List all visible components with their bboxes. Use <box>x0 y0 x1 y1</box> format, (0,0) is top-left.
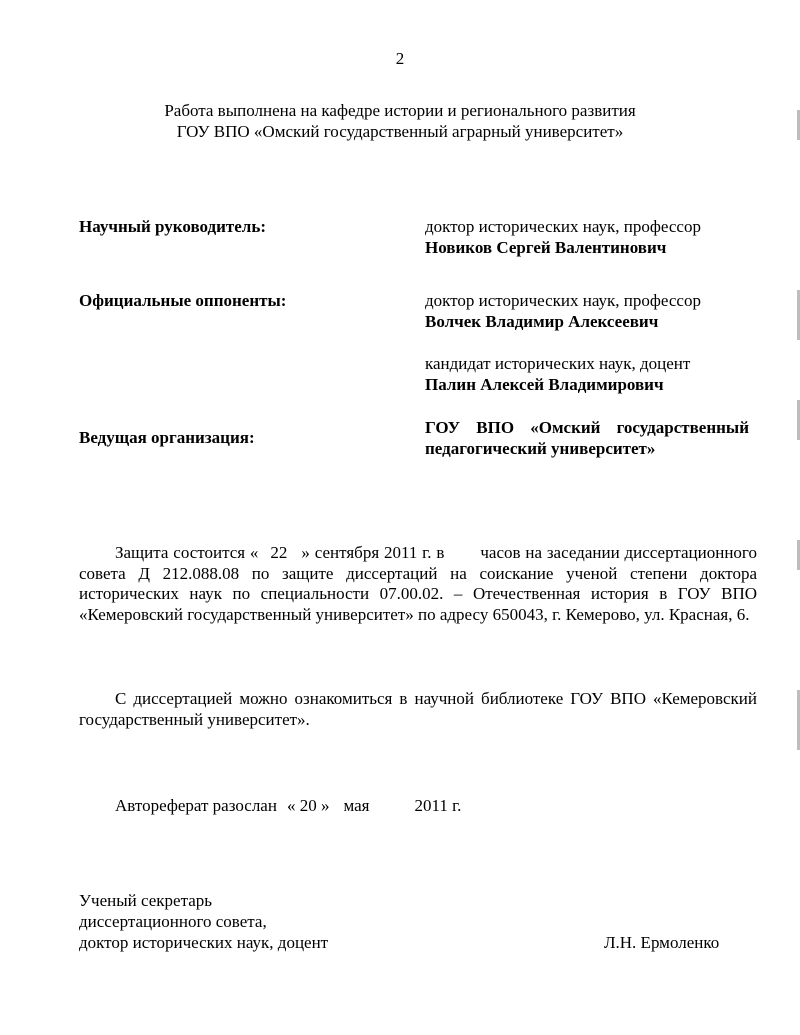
mailing-day: « 20 » <box>286 796 330 815</box>
leading-org-label: Ведущая организация: <box>79 428 255 447</box>
opponent-2-name: Палин Алексей Владимирович <box>425 375 664 394</box>
defense-part-1: Защита состоится « <box>115 543 259 562</box>
secretary-line-3: доктор исторических наук, доцент <box>79 933 329 952</box>
opponent-1-name: Волчек Владимир Алексеевич <box>425 312 659 331</box>
defense-day: 22 <box>270 543 288 562</box>
supervisor-name: Новиков Сергей Валентинович <box>425 238 667 257</box>
secretary-line-1: Ученый секретарь <box>79 891 213 910</box>
opponent-1-title: доктор исторических наук, профессор <box>425 291 701 310</box>
defense-paragraph <box>79 543 757 625</box>
supervisor-label: Научный руководитель: <box>79 217 266 236</box>
mailing-year: 2011 г. <box>414 796 462 815</box>
header-line-1: Работа выполнена на кафедре истории и регионального развития <box>164 101 636 120</box>
defense-part-2: » сентября 2011 г. в <box>301 543 445 562</box>
leading-org-line-1: ГОУ ВПО «Омский государственный <box>425 418 749 437</box>
library-paragraph: С диссертацией можно ознакомиться в научной библиотеке ГОУ ВПО «Кемеровский государственный университет». <box>79 689 757 729</box>
page-number: 2 <box>395 49 405 68</box>
opponents-label: Официальные оппоненты: <box>79 291 287 310</box>
header-line-2: ГОУ ВПО «Омский государственный аграрный университет» <box>176 122 624 141</box>
mailing-line <box>115 795 461 816</box>
opponent-2-title: кандидат исторических наук, доцент <box>425 354 691 373</box>
supervisor-title: доктор исторических наук, профессор <box>425 217 701 236</box>
mailing-label: Автореферат разослан <box>115 796 277 815</box>
secretary-line-2: диссертационного совета, <box>79 912 267 931</box>
mailing-month: мая <box>343 796 370 815</box>
leading-org-line-2: педагогический университет» <box>425 439 656 458</box>
secretary-name: Л.Н. Ермоленко <box>604 933 720 952</box>
defense-part-3: часов на заседании диссертационного совета Д 212.088.08 по защите диссертаций на соискание ученой степени доктора исторических наук по специальности 07.00.02. – Отечественная история в ГОУ ВПО «Кемеровский государственный университет» по адресу 650043, г. Кемерово, ул. Красная, 6. <box>79 543 757 624</box>
